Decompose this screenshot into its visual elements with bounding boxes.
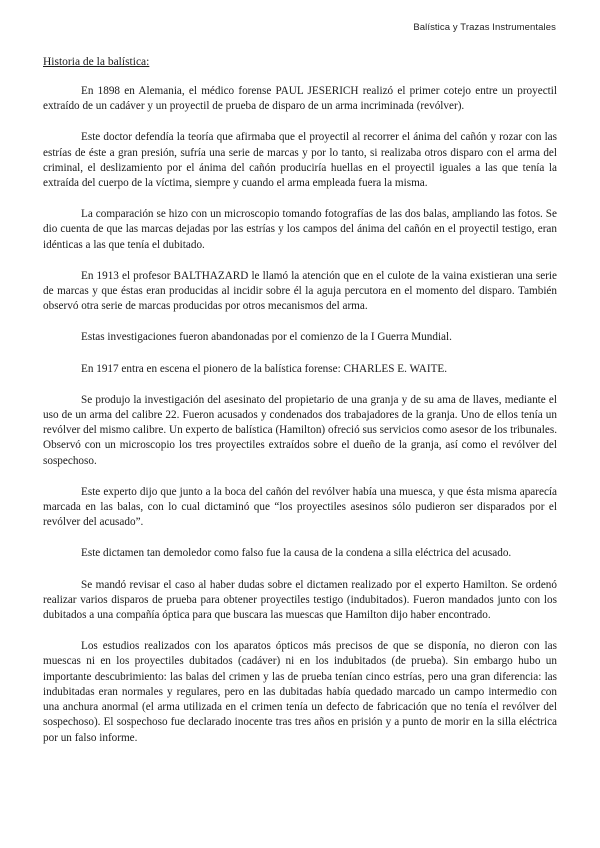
document-body (43, 56, 557, 762)
paragraph-review: Se mandó revisar el caso al haber dudas sobre el dictamen realizado por el experto Hamilton. Se ordenó realizar varios disparos de prueba para obtener proyectiles testigo (indubitados). Fueron mandados junto con los dubitados a una compañía óptica para que buscara las muescas que Hamilton dijo haber encontrado. (43, 578, 557, 622)
paragraph-investigation: Se produjo la investigación del asesinato del propietario de una granja y de su ama de llaves, mediante el uso de un arma del calibre 22. Fueron acusados y condenados dos trabajadores de la granja. Uno de ellos tenía un revólver del mismo calibre. Un experto de balística (Hamilton) ofreció sus servicios como asesor de los tribunales. Observó con un microscopio los tres proyectiles extraídos sobre el dueño de la granja, así como el revólver del sospechoso. (43, 393, 557, 467)
paragraph-theory: Este doctor defendía la teoría que afirmaba que el proyectil al recorrer el ánima del cañón y rozar con las estrías de éste a gran presión, sufría una serie de marcas y por lo tanto, si realizaba otros disparo con el arma del criminal, el deslizamiento por el ánima del cañón produciría huellas en el proyectil iguales a las que tenía la extraída del cuerpo de la víctima, siempre y cuando el arma empleada fuera la misma. (43, 131, 557, 190)
paragraph-jeserich: En 1898 en Alemania, el médico forense PAUL JESERICH realizó el primer cotejo entre un proyectil extraído de un cadáver y un proyectil de prueba de disparo de un arma incriminada (revólver). (43, 85, 557, 113)
section-title: Historia de la balística: (43, 56, 150, 68)
paragraph-balthazard: En 1913 el profesor BALTHAZARD le llamó la atención que en el culote de la vaina existieran una serie de marcas y que éstas eran producidas al incidir sobre él la aguja percutora en el momento del disparo. También observó otra serie de marcas producidas por otros mecanismos del arma. (43, 269, 557, 313)
paragraph-verdict: Este dictamen tan demoledor como falso fue la causa de la condena a silla eléctrica del acusado. (81, 547, 512, 560)
paragraph-comparison: La comparación se hizo con un microscopio tomando fotografías de las dos balas, ampliando las fotos. Se dio cuenta de que las marcas dejadas por las estrías y los campos del ánima del cañón en el proyectil testigo, eran idénticas a las que tenía el dubitado. (43, 208, 557, 251)
running-header: Balística y Trazas Instrumentales (413, 22, 556, 33)
paragraph-waite: En 1917 entra en escena el pionero de la balística forense: CHARLES E. WAITE. (81, 362, 448, 375)
paragraph-studies: Los estudios realizados con los aparatos ópticos más precisos de que se disponía, no dieron con las muescas ni en los proyectiles dubitados (cadáver) ni en los indubitados (de prueba). Sin embargo hubo un importante descubrimiento: las balas del crimen y las de prueba tenían cinco estrías, pero una gran diferencia: las indubitadas eran normales y regulares, pero en las dubitadas había quedado marcado un campo intermedio con una anchura anormal (el arma utilizada en el crimen tenía un defecto de fabricación que no tenía el revólver del sospechoso). El sospechoso fue declarado inocente tras tres años en prisión y a punto de morir en la silla eléctrica por un falso informe. (43, 640, 557, 744)
paragraph-war: Estas investigaciones fueron abandonadas por el comienzo de la I Guerra Mundial. (81, 331, 452, 344)
paragraph-expert: Este experto dijo que junto a la boca del cañón del revólver había una muesca, y que ésta misma aparecía marcada en las balas, con lo cual dictaminó que “los proyectiles asesinos sólo pudieron ser disparados por el revólver del acusado”. (43, 485, 557, 529)
